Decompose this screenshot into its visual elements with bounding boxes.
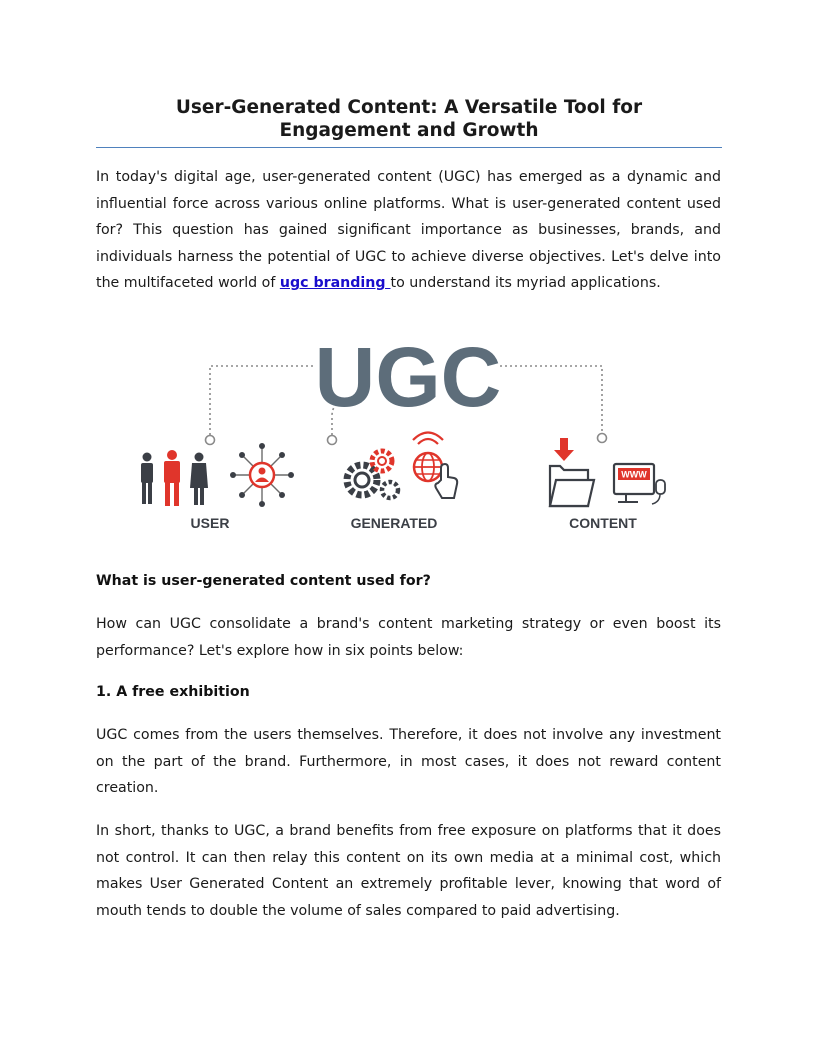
- www-badge: WWW: [621, 469, 647, 480]
- gears-icon: [347, 451, 398, 498]
- section-heading: What is user-generated content used for?: [96, 573, 431, 589]
- point-1-paragraph-2: In short, thanks to UGC, a brand benefits from free exposure on platforms that it does not control. It can then relay this content on its own media at a minimal cost, which makes User Generated Content an extremely profitable lever, knowing that word of mouth tends to double the volume of sales compared to paid advertising.: [96, 823, 721, 919]
- point-1-heading: 1. A free exhibition: [96, 684, 250, 700]
- globe-click-icon: [413, 433, 457, 499]
- network-user-icon: [230, 443, 294, 507]
- folder-download-icon: [550, 438, 594, 506]
- section-paragraph: How can UGC consolidate a brand's content marketing strategy or even boost its performance? Let's explore how in six points below:: [96, 616, 721, 659]
- user-group-icon: [141, 450, 208, 506]
- intro-paragraph: [96, 164, 721, 297]
- title-line-1: User-Generated Content: A Versatile Tool for: [175, 97, 643, 118]
- point-1-paragraph-1: UGC comes from the users themselves. Therefore, it does not involve any investment on the part of the brand. Furthermore, in most cases, it does not reward content creation.: [96, 727, 721, 796]
- title-underline: [96, 147, 722, 148]
- label-generated: GENERATED: [350, 515, 438, 531]
- connector-dot-right: [598, 434, 607, 443]
- page-title: [96, 96, 722, 142]
- ugc-branding-link[interactable]: ugc branding: [279, 275, 391, 291]
- intro-text-before: In today's digital age, user-generated content (UGC) has emerged as a dynamic and influential force across various online platforms. What is user-generated content used for? This question has gained significant importance as businesses, brands, and individuals harness the potential of UGC to achieve diverse objectives. Let's delve into the multifaceted world of: [96, 169, 721, 291]
- title-line-2: Engagement and Growth: [279, 120, 539, 141]
- intro-text-after: to understand its myriad applications.: [390, 275, 661, 291]
- connector-dot-left: [206, 436, 215, 445]
- ugc-logo-text: UGC: [314, 330, 502, 424]
- label-content: CONTENT: [569, 515, 637, 531]
- browser-www-icon: [614, 464, 665, 504]
- label-user: USER: [190, 515, 230, 531]
- connector-dot-middle: [328, 436, 337, 445]
- ugc-illustration: [128, 330, 688, 540]
